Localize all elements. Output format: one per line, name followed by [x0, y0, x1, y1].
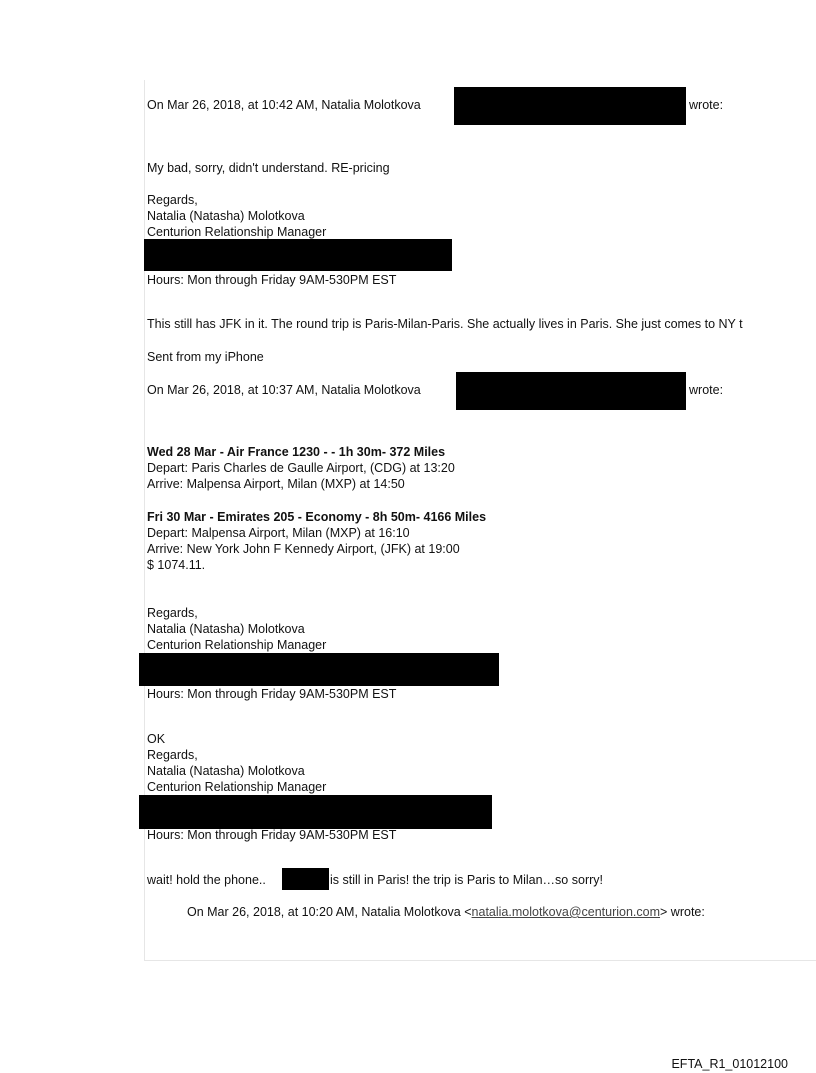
- signature-hours: Hours: Mon through Friday 9AM-530PM EST: [147, 828, 397, 842]
- message-text-part2: is still in Paris! the trip is Paris to Milan…so sorry!: [330, 873, 603, 887]
- reply-header-suffix: wrote:: [689, 98, 724, 112]
- flight-arrive: Arrive: New York John F Kennedy Airport, (JFK) at 19:00: [147, 542, 460, 556]
- signature-hours: Hours: Mon through Friday 9AM-530PM EST: [147, 687, 397, 701]
- redaction-block: [454, 87, 686, 125]
- message-text: OK: [147, 732, 166, 746]
- message-text: This still has JFK in it. The round trip is Paris-Milan-Paris. She actually lives in Paris. She just comes to NY t: [147, 317, 743, 331]
- signature-title: Centurion Relationship Manager: [147, 780, 327, 794]
- flight-arrive: Arrive: Malpensa Airport, Milan (MXP) at 14:50: [147, 477, 405, 491]
- flight-price: $ 1074.11.: [147, 558, 206, 572]
- document-id-footer: EFTA_R1_01012100: [671, 1057, 788, 1071]
- reply-header-prefix: On Mar 26, 2018, at 10:37 AM, Natalia Molotkova: [147, 383, 421, 397]
- redaction-block: [456, 372, 686, 410]
- redaction-block: [282, 868, 329, 890]
- message-text: My bad, sorry, didn't understand. RE-pricing: [147, 161, 390, 175]
- flight-title: Wed 28 Mar - Air France 1230 - - 1h 30m- 372 Miles: [147, 445, 446, 459]
- reply-header-prefix: On Mar 26, 2018, at 10:20 AM, Natalia Molotkova <: [187, 905, 472, 919]
- signature-regards: Regards,: [147, 606, 198, 620]
- signature-name: Natalia (Natasha) Molotkova: [147, 209, 305, 223]
- flight-depart: Depart: Malpensa Airport, Milan (MXP) at 16:10: [147, 526, 410, 540]
- reply-header-prefix: On Mar 26, 2018, at 10:42 AM, Natalia Molotkova: [147, 98, 421, 112]
- redaction-block: [144, 239, 452, 271]
- reply-header-suffix: wrote:: [689, 383, 724, 397]
- flight-depart: Depart: Paris Charles de Gaulle Airport, (CDG) at 13:20: [147, 461, 455, 475]
- signature-regards: Regards,: [147, 748, 198, 762]
- reply-header-1042: [147, 97, 421, 113]
- redaction-block: [139, 795, 492, 829]
- signature-name: Natalia (Natasha) Molotkova: [147, 764, 305, 778]
- reply-header-suffix: > wrote:: [660, 905, 705, 919]
- redaction-block: [139, 653, 499, 686]
- signature-title: Centurion Relationship Manager: [147, 225, 327, 239]
- signature-title: Centurion Relationship Manager: [147, 638, 327, 652]
- reply-header-1020: [187, 904, 705, 920]
- message-text-part1: wait! hold the phone..: [147, 873, 266, 887]
- flight-title: Fri 30 Mar - Emirates 205 - Economy - 8h 50m- 4166 Miles: [147, 510, 487, 524]
- sent-from-line: Sent from my iPhone: [147, 350, 264, 364]
- signature-regards: Regards,: [147, 193, 198, 207]
- signature-hours: Hours: Mon through Friday 9AM-530PM EST: [147, 273, 397, 287]
- signature-name: Natalia (Natasha) Molotkova: [147, 622, 305, 636]
- email-link[interactable]: natalia.molotkova@centurion.com: [471, 905, 661, 919]
